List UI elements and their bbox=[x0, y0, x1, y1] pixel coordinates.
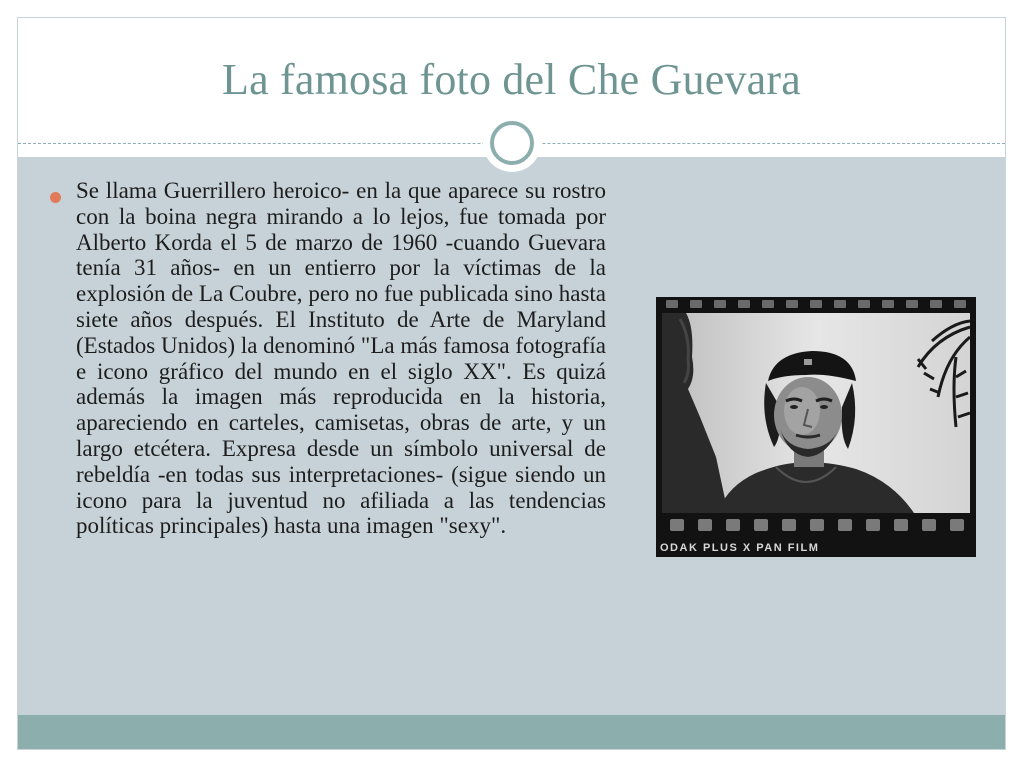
che-guevara-photo bbox=[656, 297, 976, 557]
bullet-text: Se llama Guerrillero heroico- en la que aparece su rostro con la boina negra mirando a lo lejos, fue tomada por Alberto Korda el 5 de marzo de 1960 -cuando Guevara tenía 31 años- en un entierro por la víctimas de la explosión de La Coubre, pero no fue publicada sino hasta siete años después. El Instituto de Arte de Maryland (Estados Unidos) la denominó "La más famosa fotografía e icono gráfico del mundo en el siglo XX". Es quizá además la imagen más reproducida en la historia, apareciendo en carteles, camisetas, obras de arte, y un largo etcétera. Expresa desde un símbolo universal de rebeldía -en todas sus interpretaciones- (sigue siendo un icono para la juventud no afiliada a las tendencias políticas principales) hasta una imagen "sexy". bbox=[76, 178, 606, 539]
bullet-icon bbox=[50, 192, 61, 203]
bottom-accent-band bbox=[18, 715, 1005, 750]
film-caption: ODAK PLUS X PAN FILM bbox=[660, 542, 820, 554]
slide-frame bbox=[17, 17, 1006, 750]
ring-inner bbox=[490, 121, 534, 165]
slide-title: La famosa foto del Che Guevara bbox=[222, 55, 801, 104]
photo-illustration bbox=[656, 297, 976, 557]
divider-ring-icon bbox=[483, 114, 541, 172]
